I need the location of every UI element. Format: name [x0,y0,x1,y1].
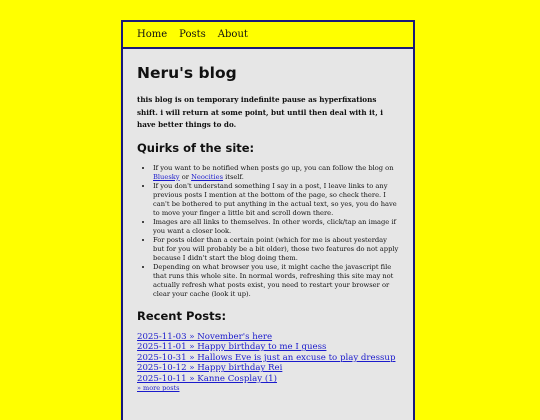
recent-post-link[interactable]: 2025-10-11 » Kanne Cosplay (1) [137,373,277,384]
top-nav [123,22,413,49]
pause-notice: this blog is on temporary indefinite pause as hyperfixations shift. i will return at some point, but until then deal with it, i have better things to do. [137,95,383,129]
nav-about-link[interactable]: About [217,29,248,40]
main-content [123,64,413,393]
recent-posts-list [137,332,399,385]
quirks-list [137,164,399,299]
quirk-item-previous-posts: • If you don't understand something I say in a post, I leave links to any previous posts I mention at the bottom of the page, so check there. I can't be bothered to put anything in the actual text, so yes, you do have to move your finger a little bit and scroll down there. [153,182,399,218]
quirks-heading: Quirks of the site: [137,140,255,155]
recent-post-link[interactable]: 2025-11-03 » November's here [137,331,273,342]
quirk-item-notifications: • If you want to be notified when posts go up, you can follow the blog on Bluesky or Neocities itself. [153,164,399,182]
quirk-item-images: • Images are all links to themselves. In other words, click/tap an image if you want a closer look. [153,218,399,236]
page-title: Neru's blog [137,64,237,82]
more-posts-link[interactable]: » more posts [137,384,180,393]
blog-container [121,20,415,420]
quirk-item-older-posts: • For posts older than a certain point (which for me is about yesterday but for you will probably be a bit older), those two features do not apply because I didn't start the blog doing them. [153,236,399,263]
recent-post-link[interactable]: 2025-10-12 » Happy birthday Rei [137,363,283,374]
recent-post-link[interactable]: 2025-10-31 » Hallows Eve is just an excuse to play dressup [137,352,396,363]
bluesky-link[interactable]: Bluesky [153,172,180,181]
nav-posts-link[interactable]: Posts [179,29,206,40]
neocities-link[interactable]: Neocities [191,172,224,181]
quirk-item-cache: • Depending on what browser you use, it might cache the javascript file that runs this whole site. In normal words, refreshing this site may not actually refresh what posts exist, you need to restart your browser or clear your cache (look it up). [153,263,399,299]
nav-home-link[interactable]: Home [137,29,168,40]
recent-post-link[interactable]: 2025-11-01 » Happy birthday to me I guess [137,342,327,353]
recent-posts-heading: Recent Posts: [137,308,227,323]
